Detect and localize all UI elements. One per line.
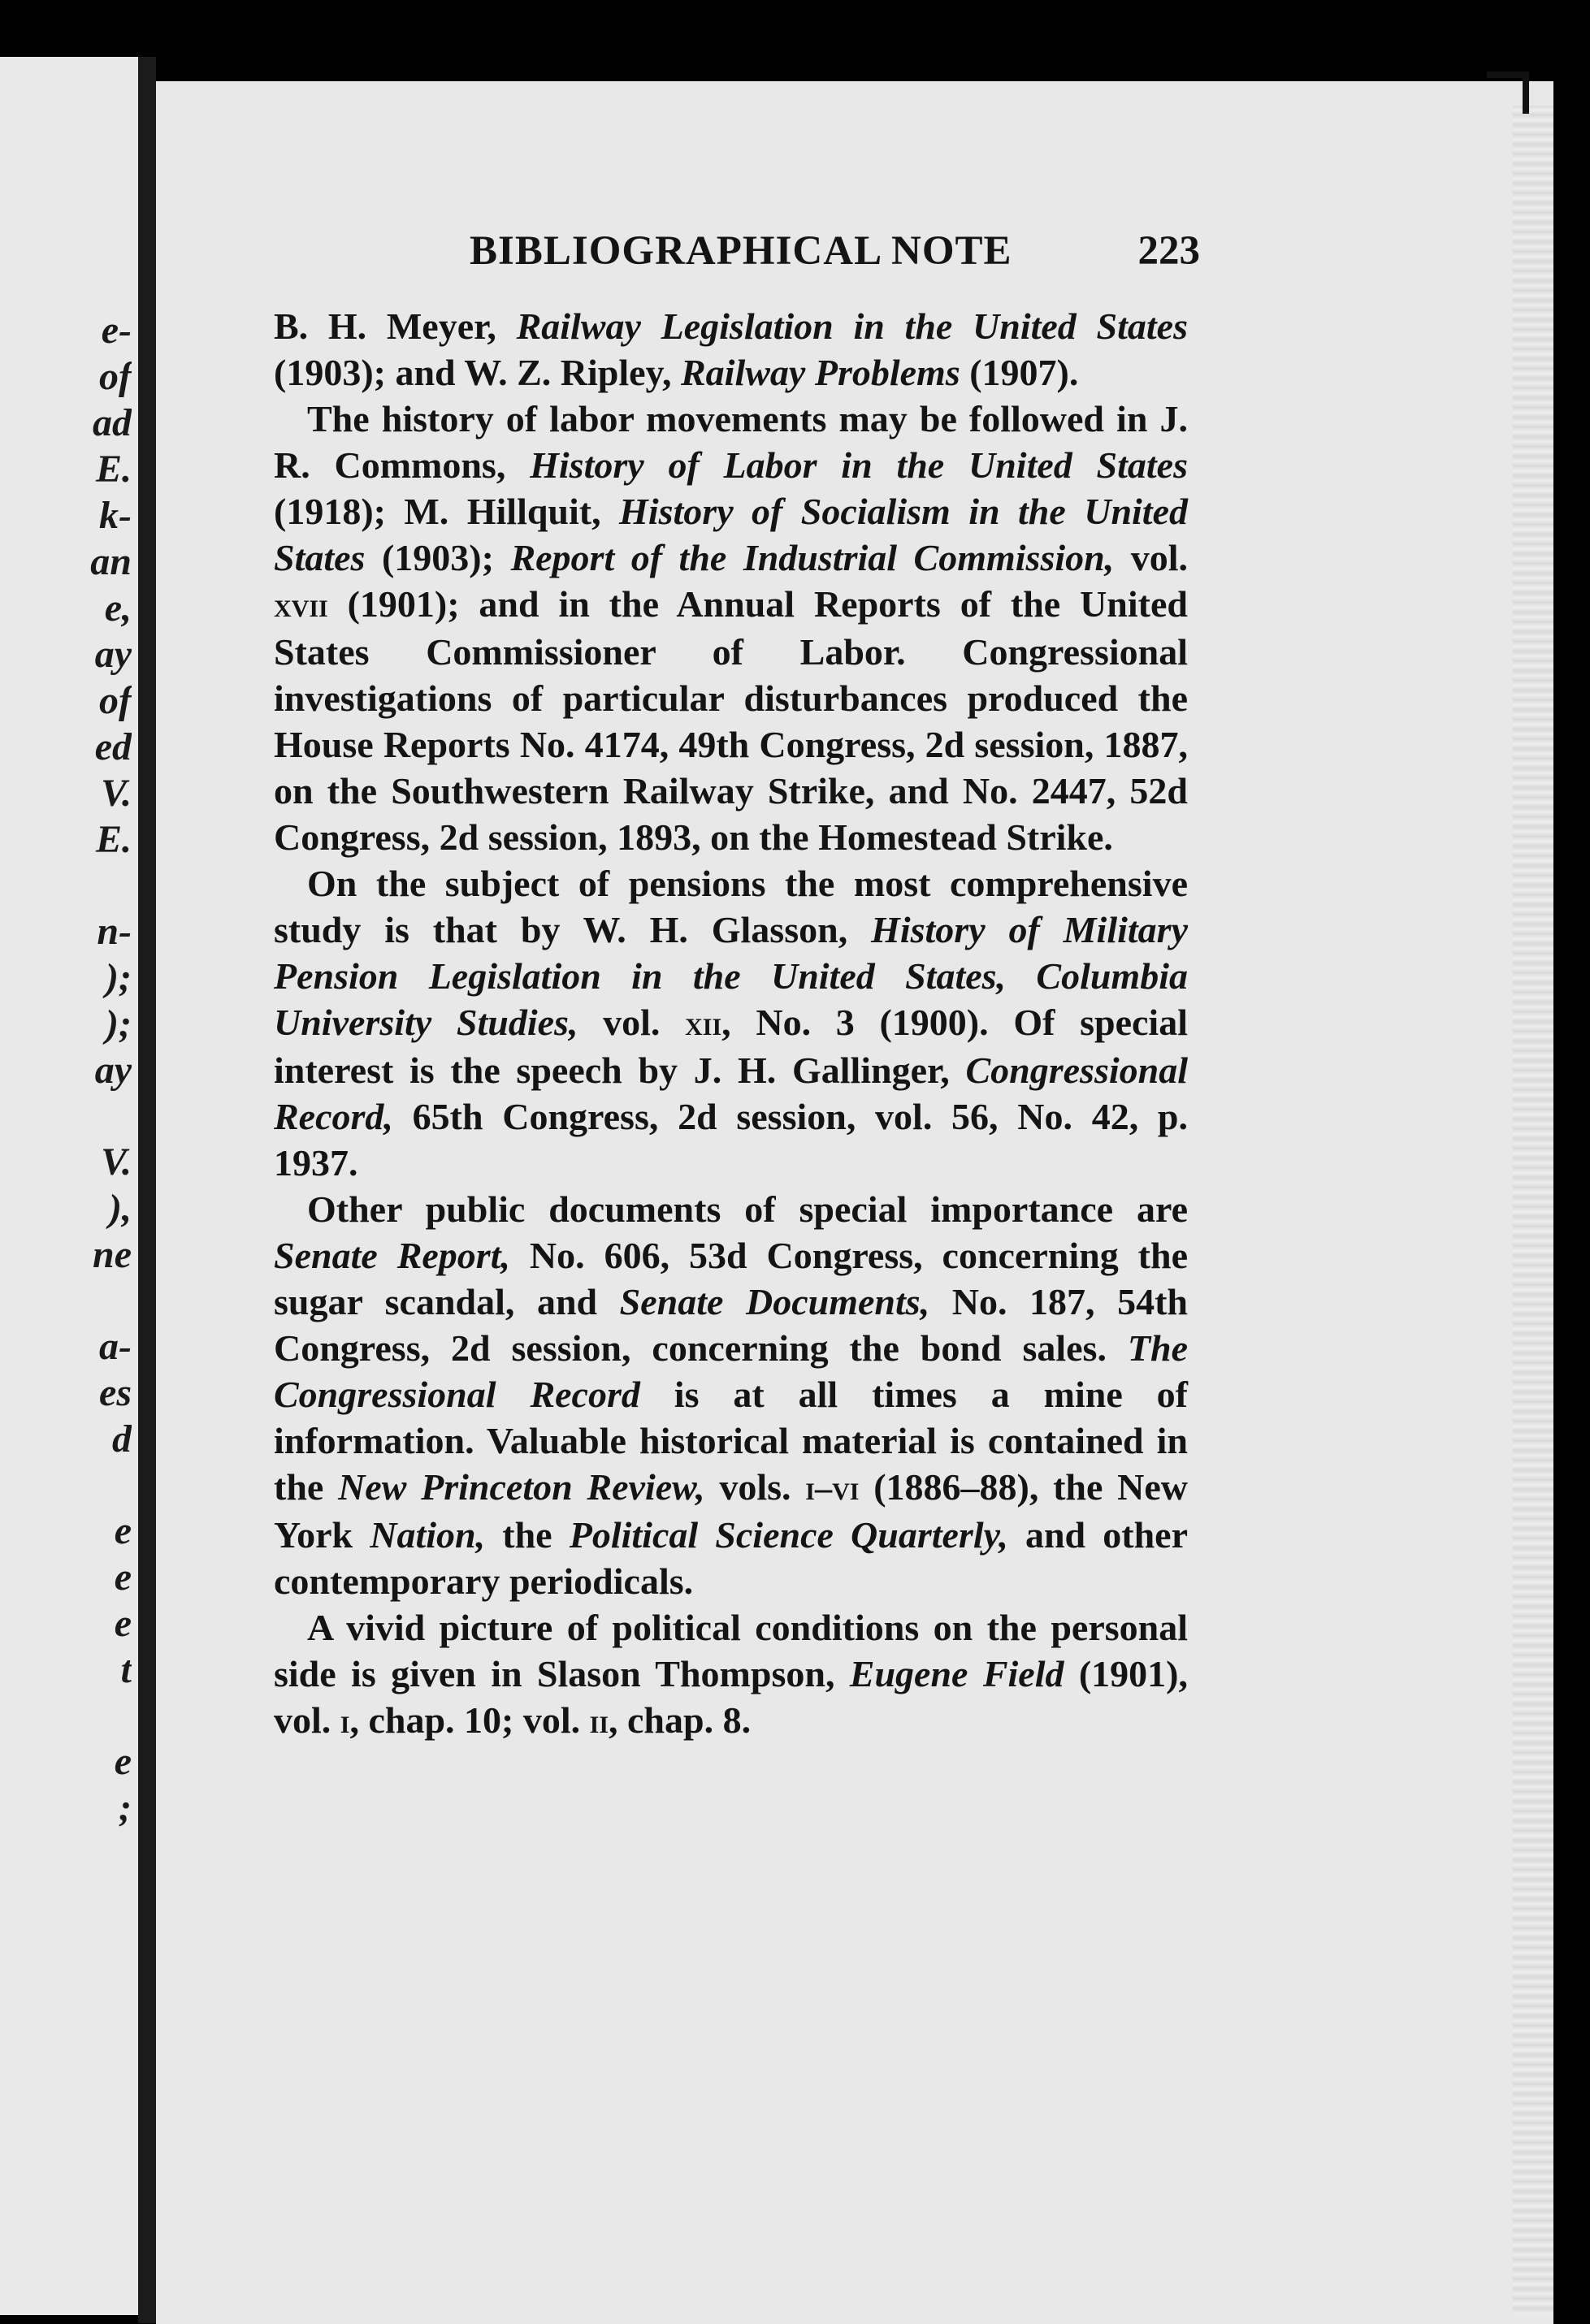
left-fragment [67, 1693, 132, 1738]
left-fragment [67, 1093, 132, 1139]
text-run: and other contemporary periodicals. [274, 1514, 1188, 1602]
left-fragment: ); [106, 1002, 132, 1045]
text-run: (1903); [365, 537, 511, 578]
left-fragment: E. [95, 818, 132, 861]
text-run: vols. [704, 1466, 806, 1508]
left-fragment: k- [99, 494, 132, 537]
text-run: vol. [578, 1002, 686, 1043]
left-fragment [67, 1462, 132, 1508]
left-fragment: ne [93, 1233, 132, 1276]
italic-title: Political Science Quarterly, [569, 1514, 1008, 1556]
text-run: is at all times a mine of information. Valuable historical material is contained in the [274, 1374, 1188, 1508]
italic-title: Congressional Record, [274, 1049, 1188, 1137]
left-fragment: e [114, 1740, 132, 1783]
text-run: the [485, 1514, 570, 1556]
left-fragment: of [99, 679, 132, 722]
left-fragment: d [112, 1417, 132, 1461]
left-fragment: E. [95, 448, 132, 491]
left-fragment: e [114, 1602, 132, 1645]
text-run: vol. [1114, 537, 1188, 578]
left-fragment: ay [94, 633, 132, 676]
italic-title: Senate Documents, [619, 1281, 930, 1322]
text-run: (1901), vol. [274, 1653, 1188, 1741]
text-run: 65th Congress, 2d session, vol. 56, No. 42, p. 1937. [274, 1096, 1188, 1184]
italic-title: The Congressional Record [274, 1327, 1188, 1415]
text-run: , No. 3 (1900). Of special interest is the speech by J. H. Gallinger, [274, 1002, 1188, 1091]
left-facing-page [0, 57, 138, 2315]
italic-title: History of Labor in the United States [530, 444, 1189, 486]
text-run: B. H. Meyer, [274, 305, 517, 347]
page-number: 223 [1137, 228, 1200, 274]
text-run: (1901); and in the Annual Reports of the United States Commissioner of Labor. Congressional investigations of particular disturbances produced the House Reports No. 4174, 49th Congress, 2d session, 1887, on the Southwestern Railway Strike, and No. 2447, 52d Congress, 2d session, 1893, on the Homestead Strike. [274, 583, 1188, 858]
text-run: A vivid picture of political conditions on the personal side is given in Slason Thompson, [274, 1607, 1188, 1694]
roman-numeral: i–vi [805, 1469, 860, 1508]
paragraph [274, 1604, 1188, 1745]
italic-title: Senate Report, [274, 1235, 510, 1276]
left-fragment: V. [101, 772, 132, 815]
italic-title: Nation, [370, 1514, 486, 1556]
running-title: BIBLIOGRAPHICAL NOTE [470, 228, 1012, 274]
italic-title: History of Military Pension Legislation in the United States, Columbia University Studies, [274, 909, 1188, 1043]
body-text [274, 303, 1188, 1745]
left-fragment: V. [101, 1140, 132, 1184]
text-run: Other public documents of special importance are [307, 1188, 1188, 1230]
left-page-line-fragments [67, 307, 132, 1831]
paragraph [274, 396, 1188, 860]
text-run: (1907). [960, 352, 1079, 393]
text-run: , chap. 8. [609, 1699, 752, 1741]
left-fragment [67, 1278, 132, 1323]
left-fragment: of [99, 355, 132, 398]
left-fragment: e- [101, 309, 132, 352]
roman-numeral: xvii [274, 586, 328, 625]
left-fragment: es [99, 1371, 132, 1414]
italic-title: Report of the Industrial Commission, [510, 537, 1115, 578]
roman-numeral: ii [589, 1703, 609, 1741]
page-edge-texture [1513, 106, 1553, 2315]
roman-numeral: xii [685, 1005, 722, 1043]
italic-title: Eugene Field [849, 1653, 1064, 1694]
italic-title: History of Socialism in the United States [274, 491, 1189, 578]
left-fragment: e, [104, 586, 132, 630]
left-fragment: a- [99, 1325, 132, 1368]
text-run: On the subject of pensions the most comprehensive study is that by W. H. Glasson, [274, 863, 1188, 950]
book-binding-gutter [138, 57, 156, 2323]
left-fragment: t [120, 1648, 132, 1691]
left-fragment: ay [94, 1049, 132, 1092]
text-run: (1886–88), the New York [274, 1466, 1188, 1556]
left-fragment: ed [94, 725, 132, 768]
text-run: No. 606, 53d Congress, concerning the sugar scandal, and [274, 1235, 1188, 1322]
roman-numeral: i [340, 1703, 350, 1741]
left-fragment: an [90, 540, 132, 583]
left-fragment [67, 863, 132, 908]
text-run: (1903); and W. Z. Ripley, [274, 352, 681, 393]
left-fragment: ), [109, 1187, 132, 1230]
left-fragment: ad [93, 401, 132, 444]
text-run: No. 187, 54th Congress, 2d session, concerning the bond sales. [274, 1281, 1188, 1369]
text-run: , chap. 10; vol. [349, 1699, 590, 1741]
left-fragment: n- [97, 910, 132, 953]
italic-title: New Princeton Review, [338, 1466, 705, 1508]
italic-title: Railway Legislation in the United States [516, 305, 1188, 347]
paragraph [274, 860, 1188, 1186]
italic-title: Railway Problems [681, 352, 960, 393]
left-fragment: ); [106, 956, 132, 999]
left-fragment: e [114, 1556, 132, 1599]
left-fragment: ; [119, 1786, 132, 1829]
text-run: (1918); M. Hillquit, [274, 491, 620, 532]
text-run: The history of labor movements may be followed in J. R. Commons, [274, 398, 1188, 486]
paragraph [274, 303, 1188, 396]
running-head [313, 227, 1200, 284]
left-fragment: e [114, 1509, 132, 1552]
page-corner-mark [1487, 71, 1529, 114]
paragraph [274, 1186, 1188, 1604]
